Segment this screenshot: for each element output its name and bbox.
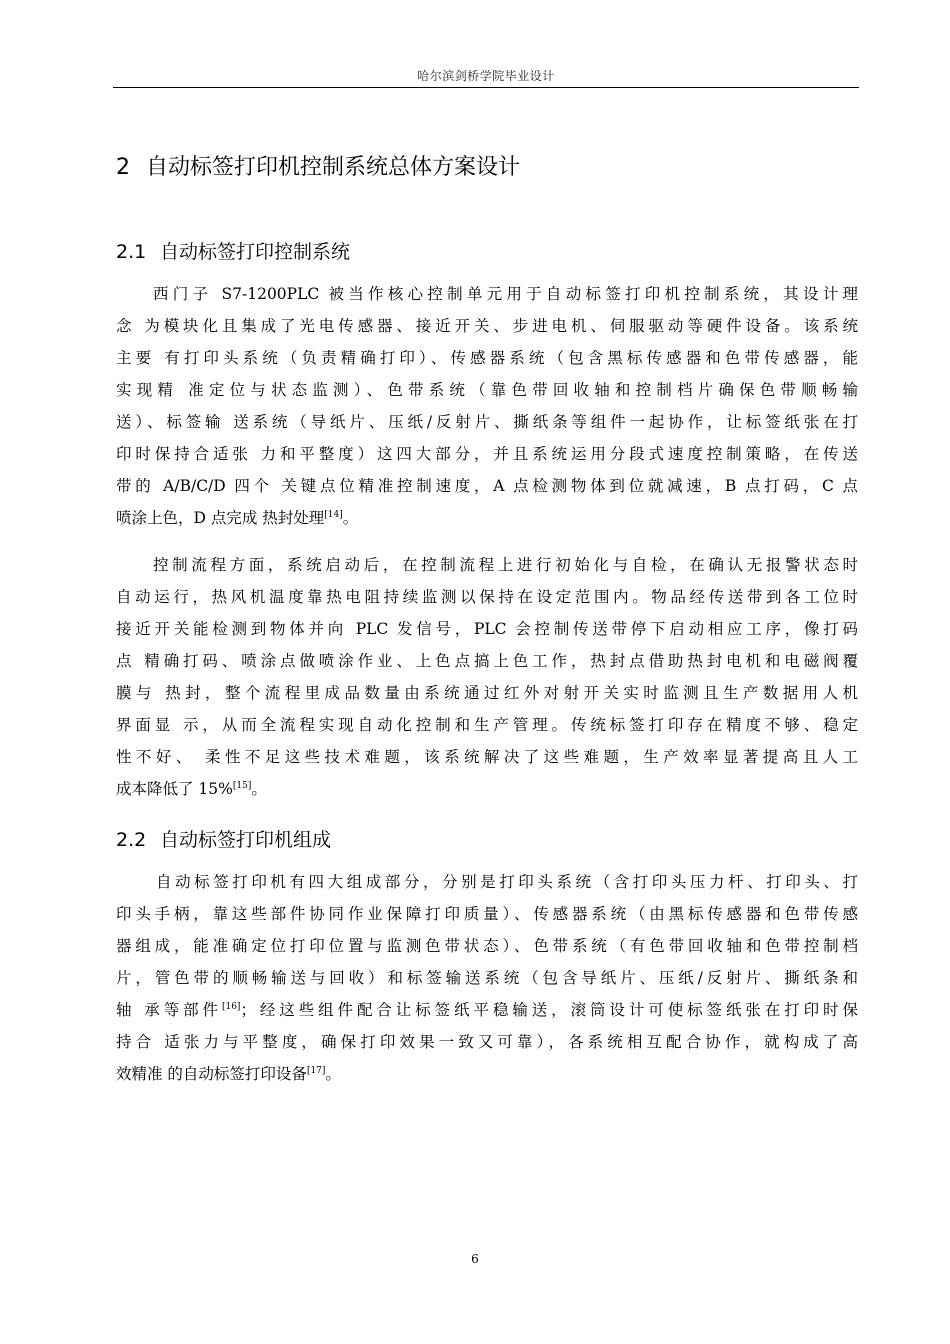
section-number: 2.1 — [116, 241, 147, 263]
text-line: 送）、标签输 送系统（导纸片、压纸/反射片、撕纸条等组件一起协作，让标签纸张在打 — [116, 413, 858, 431]
text-run: 效精准 的自动标签打印设备 — [116, 1065, 307, 1083]
chapter-title: 自动标签打印机控制系统总体方案设计 — [146, 155, 521, 180]
chapter-heading — [116, 150, 520, 181]
text-line: 膜与 热封，整个流程里成品数量由系统通过红外对射开关实时监测且生产数据用人机 — [116, 684, 858, 702]
section-title: 自动标签打印控制系统 — [160, 241, 351, 263]
text-line: 印头手柄，靠这些部件协同作业保障打印质量）、传感器系统（由黑标传感器和色带传感 — [116, 905, 858, 923]
text-run: 成本降低了 15% — [116, 780, 233, 798]
header-rule — [113, 87, 859, 88]
text-run: 。 — [325, 1065, 341, 1083]
text-line — [116, 773, 858, 805]
section-number: 2.2 — [116, 829, 147, 851]
text-line: 主要 有打印头系统（负责精确打印）、传感器系统（包含黑标传感器和色带传感器，能 — [116, 349, 858, 367]
text-run: 喷涂上色，D 点完成 热封处理 — [116, 509, 325, 527]
text-line: 界面显 示，从而全流程实现自动化控制和生产管理。传统标签打印存在精度不够、稳定 — [116, 716, 858, 734]
text-line: 念 为模块化且集成了光电传感器、接近开关、步进电机、伺服驱动等硬件设备。该系统 — [116, 317, 858, 335]
text-line: 接近开关能检测到物体并向 PLC 发信号，PLC 会控制传送带停下启动相应工序，像打码 — [116, 620, 858, 638]
text-run: 。 — [251, 780, 267, 798]
section-heading-2-2 — [116, 825, 331, 852]
text-line: 带的 A/B/C/D 四个 关键点位精准控制速度，A 点检测物体到位就减速，B 点打码，C 点 — [116, 477, 858, 495]
text-line: 西门子 S7-1200PLC 被当作核心控制单元用于自动标签打印机控制系统，其设计理 — [153, 285, 858, 303]
text-line: 控制流程方面，系统启动后，在控制流程上进行初始化与自检，在确认无报警状态时 — [153, 556, 858, 574]
paragraph-2-1-a — [116, 278, 858, 534]
text-line: 自动运行，热风机温度靠热电阻持续监测以保持在设定范围内。物品经传送带到各工位时 — [116, 588, 858, 606]
text-line — [116, 994, 858, 1026]
text-line: 印时保持合适张 力和平整度）这四大部分，并且系统运用分段式速度控制策略，在传送 — [116, 445, 858, 463]
citation-ref: [17] — [306, 1065, 326, 1076]
page-number: 6 — [471, 1252, 479, 1266]
text-line: 自动标签打印机有四大组成部分，分别是打印头系统（含打印头压力杆、打印头、打 — [156, 873, 858, 891]
text-line — [116, 502, 858, 534]
section-title: 自动标签打印机组成 — [160, 829, 332, 851]
text-line: 点 精确打码、喷涂点做喷涂作业、上色点搞上色工作，热封点借助热封电机和电磁阀覆 — [116, 652, 858, 670]
text-line: 持合 适张力与平整度，确保打印效果一致又可靠），各系统相互配合协作，就构成了高 — [116, 1033, 858, 1051]
section-heading-2-1 — [116, 237, 350, 264]
citation-ref: [14] — [324, 509, 343, 520]
text-run: 。 — [342, 509, 359, 527]
text-line: 性不好、 柔性不足这些技术难题，该系统解决了这些难题，生产效率显著提高且人工 — [116, 748, 858, 766]
text-run: ；经这些组件配合让标签纸平稳输送，滚筒设计可使标签纸张在打印时保 — [240, 1001, 858, 1019]
citation-ref: [16] — [221, 1001, 241, 1012]
text-line: 器组成，能准确定位打印位置与监测色带状态）、色带系统（有色带回收轴和色带控制档 — [116, 937, 858, 955]
text-run: 轴 承等部件 — [116, 1001, 222, 1019]
text-line: 实现精 准定位与状态监测）、色带系统（靠色带回收轴和控制档片确保色带顺畅输 — [116, 381, 858, 399]
page-header: 哈尔滨剑桥学院毕业设计 — [417, 69, 555, 83]
citation-ref: [15] — [232, 780, 252, 791]
paragraph-2-1-b — [116, 549, 858, 805]
paragraph-2-2-a — [116, 866, 858, 1090]
text-line — [116, 1058, 858, 1090]
chapter-number: 2 — [116, 155, 130, 180]
text-line: 片，管色带的顺畅输送与回收）和标签输送系统（包含导纸片、压纸/反射片、撕纸条和 — [116, 969, 858, 987]
